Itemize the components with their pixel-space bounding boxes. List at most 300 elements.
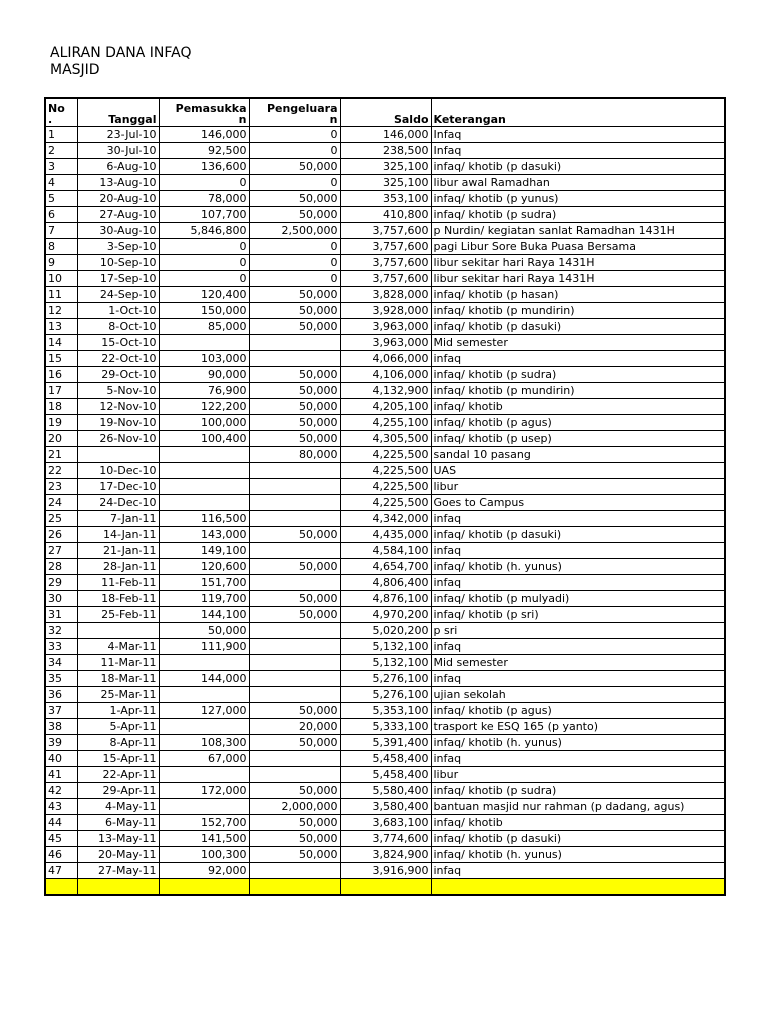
cell-saldo: 4,225,500 bbox=[340, 479, 431, 495]
cell-pemasukkan bbox=[159, 447, 249, 463]
cell-tanggal: 26-Nov-10 bbox=[77, 431, 159, 447]
cell-keterangan: libur bbox=[431, 767, 725, 783]
cell-tanggal: 6-May-11 bbox=[77, 815, 159, 831]
table-row bbox=[45, 751, 725, 767]
cell-saldo: 5,132,100 bbox=[340, 639, 431, 655]
cell-pemasukkan: 122,200 bbox=[159, 399, 249, 415]
cell-pengeluaran: 50,000 bbox=[249, 319, 340, 335]
cell-tanggal: 20-May-11 bbox=[77, 847, 159, 863]
cell-saldo: 4,255,100 bbox=[340, 415, 431, 431]
cell-pemasukkan bbox=[159, 687, 249, 703]
cell-tanggal: 8-Apr-11 bbox=[77, 735, 159, 751]
cell-pengeluaran bbox=[249, 335, 340, 351]
cell-tanggal: 3-Sep-10 bbox=[77, 239, 159, 255]
cell-no: 34 bbox=[45, 655, 77, 671]
cell-pengeluaran: 50,000 bbox=[249, 591, 340, 607]
cell-no: 42 bbox=[45, 783, 77, 799]
cell-no: 44 bbox=[45, 815, 77, 831]
table-row bbox=[45, 847, 725, 863]
cell-no: 13 bbox=[45, 319, 77, 335]
document-title bbox=[50, 45, 192, 79]
empty-cell bbox=[159, 879, 249, 896]
cell-no: 33 bbox=[45, 639, 77, 655]
cell-pemasukkan: 172,000 bbox=[159, 783, 249, 799]
cell-no: 39 bbox=[45, 735, 77, 751]
cell-pengeluaran bbox=[249, 511, 340, 527]
table-row bbox=[45, 767, 725, 783]
cell-pemasukkan: 144,000 bbox=[159, 671, 249, 687]
cell-pemasukkan: 5,846,800 bbox=[159, 223, 249, 239]
cell-pengeluaran: 50,000 bbox=[249, 783, 340, 799]
empty-cell bbox=[45, 879, 77, 896]
cell-no: 36 bbox=[45, 687, 77, 703]
cell-saldo: 5,020,200 bbox=[340, 623, 431, 639]
cell-keterangan: infaq/ khotib (p sri) bbox=[431, 607, 725, 623]
table-row bbox=[45, 863, 725, 879]
table-row bbox=[45, 143, 725, 159]
cell-pengeluaran: 50,000 bbox=[249, 735, 340, 751]
cell-pengeluaran: 50,000 bbox=[249, 383, 340, 399]
cell-saldo: 4,225,500 bbox=[340, 495, 431, 511]
cell-pengeluaran bbox=[249, 623, 340, 639]
cell-pemasukkan: 67,000 bbox=[159, 751, 249, 767]
table-row bbox=[45, 495, 725, 511]
cell-tanggal: 22-Apr-11 bbox=[77, 767, 159, 783]
cell-pemasukkan: 150,000 bbox=[159, 303, 249, 319]
table-row bbox=[45, 319, 725, 335]
cell-tanggal bbox=[77, 447, 159, 463]
cell-saldo: 3,757,600 bbox=[340, 271, 431, 287]
cell-saldo: 3,963,000 bbox=[340, 335, 431, 351]
cell-saldo: 5,458,400 bbox=[340, 767, 431, 783]
cell-tanggal: 6-Aug-10 bbox=[77, 159, 159, 175]
cell-keterangan: Infaq bbox=[431, 143, 725, 159]
cell-saldo: 325,100 bbox=[340, 159, 431, 175]
table-row bbox=[45, 287, 725, 303]
cell-no: 11 bbox=[45, 287, 77, 303]
cell-no: 24 bbox=[45, 495, 77, 511]
cell-pemasukkan: 78,000 bbox=[159, 191, 249, 207]
cell-keterangan: infaq bbox=[431, 351, 725, 367]
cell-pemasukkan bbox=[159, 655, 249, 671]
cell-keterangan: infaq/ khotib (p agus) bbox=[431, 703, 725, 719]
cell-tanggal: 15-Oct-10 bbox=[77, 335, 159, 351]
cell-pemasukkan: 120,400 bbox=[159, 287, 249, 303]
cell-saldo: 4,305,500 bbox=[340, 431, 431, 447]
cell-pemasukkan: 0 bbox=[159, 175, 249, 191]
cell-pengeluaran: 50,000 bbox=[249, 287, 340, 303]
cell-tanggal: 12-Nov-10 bbox=[77, 399, 159, 415]
table-row bbox=[45, 607, 725, 623]
cell-tanggal: 21-Jan-11 bbox=[77, 543, 159, 559]
cell-pengeluaran bbox=[249, 495, 340, 511]
cell-no: 31 bbox=[45, 607, 77, 623]
cell-pemasukkan: 90,000 bbox=[159, 367, 249, 383]
cell-no: 45 bbox=[45, 831, 77, 847]
cell-tanggal: 4-May-11 bbox=[77, 799, 159, 815]
cell-tanggal: 11-Mar-11 bbox=[77, 655, 159, 671]
highlighted-empty-row bbox=[45, 879, 725, 896]
cell-pengeluaran bbox=[249, 543, 340, 559]
cell-saldo: 4,654,700 bbox=[340, 559, 431, 575]
cell-no: 28 bbox=[45, 559, 77, 575]
cell-pengeluaran: 50,000 bbox=[249, 367, 340, 383]
cell-pemasukkan: 146,000 bbox=[159, 127, 249, 143]
cell-keterangan: infaq/ khotib (p dasuki) bbox=[431, 319, 725, 335]
cell-no: 41 bbox=[45, 767, 77, 783]
cell-pengeluaran: 50,000 bbox=[249, 847, 340, 863]
cell-keterangan: UAS bbox=[431, 463, 725, 479]
cell-saldo: 3,683,100 bbox=[340, 815, 431, 831]
cell-saldo: 4,970,200 bbox=[340, 607, 431, 623]
empty-cell bbox=[249, 879, 340, 896]
cell-saldo: 4,066,000 bbox=[340, 351, 431, 367]
cell-keterangan: infaq bbox=[431, 575, 725, 591]
table-row bbox=[45, 399, 725, 415]
cell-saldo: 238,500 bbox=[340, 143, 431, 159]
cell-tanggal: 18-Feb-11 bbox=[77, 591, 159, 607]
table-row bbox=[45, 175, 725, 191]
cell-tanggal: 20-Aug-10 bbox=[77, 191, 159, 207]
cell-keterangan: infaq/ khotib (p agus) bbox=[431, 415, 725, 431]
cell-pengeluaran: 50,000 bbox=[249, 703, 340, 719]
cell-pengeluaran: 50,000 bbox=[249, 159, 340, 175]
title-line-1: ALIRAN DANA INFAQ bbox=[50, 45, 192, 61]
cell-keterangan: libur bbox=[431, 479, 725, 495]
cell-saldo: 4,876,100 bbox=[340, 591, 431, 607]
cell-saldo: 4,806,400 bbox=[340, 575, 431, 591]
cell-pemasukkan: 151,700 bbox=[159, 575, 249, 591]
cell-pengeluaran: 2,500,000 bbox=[249, 223, 340, 239]
cell-saldo: 3,757,600 bbox=[340, 239, 431, 255]
header-pemasukkan bbox=[159, 98, 249, 127]
cell-pemasukkan: 119,700 bbox=[159, 591, 249, 607]
cell-tanggal: 17-Dec-10 bbox=[77, 479, 159, 495]
table-row bbox=[45, 335, 725, 351]
cell-pemasukkan: 152,700 bbox=[159, 815, 249, 831]
cell-pemasukkan: 76,900 bbox=[159, 383, 249, 399]
cell-keterangan: infaq bbox=[431, 639, 725, 655]
cell-pengeluaran bbox=[249, 575, 340, 591]
cell-keterangan: infaq/ khotib (p mundirin) bbox=[431, 303, 725, 319]
cell-pengeluaran: 0 bbox=[249, 143, 340, 159]
cell-saldo: 3,774,600 bbox=[340, 831, 431, 847]
ledger-table bbox=[44, 97, 726, 896]
cell-pengeluaran: 0 bbox=[249, 127, 340, 143]
cell-pengeluaran: 0 bbox=[249, 255, 340, 271]
table-row bbox=[45, 447, 725, 463]
cell-pengeluaran: 50,000 bbox=[249, 815, 340, 831]
table-row bbox=[45, 415, 725, 431]
cell-no: 5 bbox=[45, 191, 77, 207]
cell-no: 17 bbox=[45, 383, 77, 399]
table-row bbox=[45, 559, 725, 575]
cell-tanggal: 17-Sep-10 bbox=[77, 271, 159, 287]
cell-saldo: 4,205,100 bbox=[340, 399, 431, 415]
cell-tanggal: 11-Feb-11 bbox=[77, 575, 159, 591]
cell-no: 46 bbox=[45, 847, 77, 863]
table-row bbox=[45, 271, 725, 287]
cell-pengeluaran: 2,000,000 bbox=[249, 799, 340, 815]
cell-no: 8 bbox=[45, 239, 77, 255]
header-pemasukkan-text: Pemasukka n bbox=[175, 102, 247, 126]
cell-saldo: 146,000 bbox=[340, 127, 431, 143]
cell-pemasukkan bbox=[159, 335, 249, 351]
cell-saldo: 4,584,100 bbox=[340, 543, 431, 559]
cell-pemasukkan: 100,300 bbox=[159, 847, 249, 863]
cell-pengeluaran: 50,000 bbox=[249, 191, 340, 207]
title-line-2: MASJID bbox=[50, 62, 100, 78]
cell-pengeluaran: 0 bbox=[249, 175, 340, 191]
cell-no: 43 bbox=[45, 799, 77, 815]
cell-no: 15 bbox=[45, 351, 77, 367]
table-row bbox=[45, 639, 725, 655]
cell-pengeluaran: 50,000 bbox=[249, 831, 340, 847]
cell-saldo: 3,580,400 bbox=[340, 799, 431, 815]
cell-keterangan: bantuan masjid nur rahman (p dadang, agus) bbox=[431, 799, 725, 815]
cell-keterangan: libur sekitar hari Raya 1431H bbox=[431, 255, 725, 271]
cell-no: 4 bbox=[45, 175, 77, 191]
cell-pemasukkan: 0 bbox=[159, 255, 249, 271]
empty-cell bbox=[77, 879, 159, 896]
cell-pemasukkan bbox=[159, 719, 249, 735]
cell-pemasukkan: 100,400 bbox=[159, 431, 249, 447]
table-row bbox=[45, 735, 725, 751]
cell-tanggal: 22-Oct-10 bbox=[77, 351, 159, 367]
cell-no: 10 bbox=[45, 271, 77, 287]
cell-keterangan: infaq/ khotib (p dasuki) bbox=[431, 527, 725, 543]
cell-pemasukkan: 111,900 bbox=[159, 639, 249, 655]
cell-saldo: 410,800 bbox=[340, 207, 431, 223]
cell-tanggal: 5-Nov-10 bbox=[77, 383, 159, 399]
table-row bbox=[45, 303, 725, 319]
cell-keterangan: sandal 10 pasang bbox=[431, 447, 725, 463]
cell-pengeluaran bbox=[249, 751, 340, 767]
header-no-text: No . bbox=[48, 102, 65, 126]
cell-keterangan: infaq/ khotib (p sudra) bbox=[431, 367, 725, 383]
header-pengeluaran-text: Pengeluara n bbox=[266, 102, 338, 126]
ledger-body bbox=[45, 127, 725, 896]
cell-tanggal: 4-Mar-11 bbox=[77, 639, 159, 655]
cell-pemasukkan: 50,000 bbox=[159, 623, 249, 639]
cell-tanggal: 30-Jul-10 bbox=[77, 143, 159, 159]
cell-saldo: 4,225,500 bbox=[340, 447, 431, 463]
cell-pengeluaran: 50,000 bbox=[249, 607, 340, 623]
cell-no: 19 bbox=[45, 415, 77, 431]
table-row bbox=[45, 575, 725, 591]
table-row bbox=[45, 511, 725, 527]
cell-keterangan: infaq bbox=[431, 671, 725, 687]
table-row bbox=[45, 719, 725, 735]
table-row bbox=[45, 127, 725, 143]
cell-keterangan: infaq/ khotib (p sudra) bbox=[431, 207, 725, 223]
table-row bbox=[45, 815, 725, 831]
cell-keterangan: libur sekitar hari Raya 1431H bbox=[431, 271, 725, 287]
cell-tanggal: 1-Oct-10 bbox=[77, 303, 159, 319]
cell-pengeluaran: 50,000 bbox=[249, 399, 340, 415]
cell-pemasukkan: 141,500 bbox=[159, 831, 249, 847]
cell-pemasukkan bbox=[159, 479, 249, 495]
cell-pengeluaran bbox=[249, 463, 340, 479]
cell-no: 35 bbox=[45, 671, 77, 687]
cell-no: 30 bbox=[45, 591, 77, 607]
cell-saldo: 5,132,100 bbox=[340, 655, 431, 671]
table-row bbox=[45, 383, 725, 399]
cell-no: 47 bbox=[45, 863, 77, 879]
empty-cell bbox=[340, 879, 431, 896]
cell-keterangan: Infaq bbox=[431, 127, 725, 143]
table-row bbox=[45, 351, 725, 367]
cell-saldo: 4,342,000 bbox=[340, 511, 431, 527]
cell-pengeluaran: 0 bbox=[249, 271, 340, 287]
table-row bbox=[45, 591, 725, 607]
cell-keterangan: infaq/ khotib (h. yunus) bbox=[431, 735, 725, 751]
header-pengeluaran bbox=[249, 98, 340, 127]
cell-keterangan: infaq/ khotib (p usep) bbox=[431, 431, 725, 447]
cell-tanggal: 1-Apr-11 bbox=[77, 703, 159, 719]
table-row bbox=[45, 783, 725, 799]
cell-keterangan: trasport ke ESQ 165 (p yanto) bbox=[431, 719, 725, 735]
table-row bbox=[45, 703, 725, 719]
cell-keterangan: infaq/ khotib (p mundirin) bbox=[431, 383, 725, 399]
cell-pemasukkan: 92,000 bbox=[159, 863, 249, 879]
cell-saldo: 3,828,000 bbox=[340, 287, 431, 303]
cell-no: 32 bbox=[45, 623, 77, 639]
cell-tanggal: 27-Aug-10 bbox=[77, 207, 159, 223]
cell-pemasukkan: 107,700 bbox=[159, 207, 249, 223]
cell-keterangan: infaq bbox=[431, 511, 725, 527]
cell-tanggal: 28-Jan-11 bbox=[77, 559, 159, 575]
cell-no: 21 bbox=[45, 447, 77, 463]
cell-pengeluaran: 50,000 bbox=[249, 527, 340, 543]
table-row bbox=[45, 463, 725, 479]
cell-pengeluaran bbox=[249, 671, 340, 687]
cell-pengeluaran: 50,000 bbox=[249, 415, 340, 431]
cell-no: 25 bbox=[45, 511, 77, 527]
cell-tanggal: 5-Apr-11 bbox=[77, 719, 159, 735]
cell-pemasukkan: 136,600 bbox=[159, 159, 249, 175]
table-row bbox=[45, 687, 725, 703]
cell-keterangan: p Nurdin/ kegiatan sanlat Ramadhan 1431H bbox=[431, 223, 725, 239]
cell-tanggal bbox=[77, 623, 159, 639]
cell-saldo: 5,353,100 bbox=[340, 703, 431, 719]
cell-keterangan: infaq bbox=[431, 751, 725, 767]
cell-keterangan: infaq/ khotib (p dasuki) bbox=[431, 159, 725, 175]
cell-pemasukkan bbox=[159, 767, 249, 783]
cell-pemasukkan bbox=[159, 463, 249, 479]
cell-tanggal: 18-Mar-11 bbox=[77, 671, 159, 687]
cell-saldo: 5,276,100 bbox=[340, 687, 431, 703]
cell-tanggal: 8-Oct-10 bbox=[77, 319, 159, 335]
cell-tanggal: 27-May-11 bbox=[77, 863, 159, 879]
cell-keterangan: libur awal Ramadhan bbox=[431, 175, 725, 191]
header-tanggal: Tanggal bbox=[77, 98, 159, 127]
cell-keterangan: infaq/ khotib (p sudra) bbox=[431, 783, 725, 799]
cell-no: 7 bbox=[45, 223, 77, 239]
cell-pengeluaran: 50,000 bbox=[249, 431, 340, 447]
cell-no: 27 bbox=[45, 543, 77, 559]
cell-saldo: 3,928,000 bbox=[340, 303, 431, 319]
cell-pengeluaran: 20,000 bbox=[249, 719, 340, 735]
cell-no: 26 bbox=[45, 527, 77, 543]
cell-saldo: 353,100 bbox=[340, 191, 431, 207]
header-row bbox=[45, 98, 725, 127]
cell-pemasukkan: 116,500 bbox=[159, 511, 249, 527]
cell-saldo: 325,100 bbox=[340, 175, 431, 191]
cell-keterangan: infaq bbox=[431, 543, 725, 559]
cell-tanggal: 10-Dec-10 bbox=[77, 463, 159, 479]
cell-saldo: 5,458,400 bbox=[340, 751, 431, 767]
cell-pengeluaran bbox=[249, 863, 340, 879]
header-keterangan: Keterangan bbox=[431, 98, 725, 127]
cell-pemasukkan: 0 bbox=[159, 271, 249, 287]
cell-pengeluaran bbox=[249, 687, 340, 703]
cell-no: 18 bbox=[45, 399, 77, 415]
cell-saldo: 3,916,900 bbox=[340, 863, 431, 879]
table-row bbox=[45, 543, 725, 559]
cell-saldo: 3,757,600 bbox=[340, 255, 431, 271]
cell-keterangan: Mid semester bbox=[431, 655, 725, 671]
cell-no: 38 bbox=[45, 719, 77, 735]
cell-saldo: 3,757,600 bbox=[340, 223, 431, 239]
cell-tanggal: 15-Apr-11 bbox=[77, 751, 159, 767]
cell-tanggal: 29-Oct-10 bbox=[77, 367, 159, 383]
cell-no: 1 bbox=[45, 127, 77, 143]
header-saldo: Saldo bbox=[340, 98, 431, 127]
cell-tanggal: 14-Jan-11 bbox=[77, 527, 159, 543]
cell-keterangan: Mid semester bbox=[431, 335, 725, 351]
cell-tanggal: 19-Nov-10 bbox=[77, 415, 159, 431]
table-row bbox=[45, 479, 725, 495]
cell-tanggal: 29-Apr-11 bbox=[77, 783, 159, 799]
cell-no: 20 bbox=[45, 431, 77, 447]
cell-pemasukkan: 0 bbox=[159, 239, 249, 255]
cell-pemasukkan bbox=[159, 495, 249, 511]
cell-pemasukkan: 127,000 bbox=[159, 703, 249, 719]
cell-keterangan: ujian sekolah bbox=[431, 687, 725, 703]
cell-keterangan: p sri bbox=[431, 623, 725, 639]
cell-keterangan: infaq/ khotib (p mulyadi) bbox=[431, 591, 725, 607]
cell-pemasukkan: 103,000 bbox=[159, 351, 249, 367]
cell-saldo: 5,580,400 bbox=[340, 783, 431, 799]
cell-saldo: 4,132,900 bbox=[340, 383, 431, 399]
cell-pemasukkan: 120,600 bbox=[159, 559, 249, 575]
table-row bbox=[45, 207, 725, 223]
cell-no: 16 bbox=[45, 367, 77, 383]
cell-keterangan: infaq/ khotib bbox=[431, 815, 725, 831]
cell-pengeluaran bbox=[249, 767, 340, 783]
table-row bbox=[45, 655, 725, 671]
table-row bbox=[45, 367, 725, 383]
cell-no: 29 bbox=[45, 575, 77, 591]
table-row bbox=[45, 255, 725, 271]
cell-tanggal: 23-Jul-10 bbox=[77, 127, 159, 143]
cell-pengeluaran bbox=[249, 479, 340, 495]
cell-pemasukkan: 108,300 bbox=[159, 735, 249, 751]
cell-pemasukkan: 149,100 bbox=[159, 543, 249, 559]
cell-no: 2 bbox=[45, 143, 77, 159]
cell-no: 40 bbox=[45, 751, 77, 767]
cell-tanggal: 25-Feb-11 bbox=[77, 607, 159, 623]
cell-keterangan: infaq/ khotib (p hasan) bbox=[431, 287, 725, 303]
cell-tanggal: 13-May-11 bbox=[77, 831, 159, 847]
cell-pengeluaran: 50,000 bbox=[249, 559, 340, 575]
cell-keterangan: infaq/ khotib (h. yunus) bbox=[431, 559, 725, 575]
table-row bbox=[45, 799, 725, 815]
empty-cell bbox=[431, 879, 725, 896]
cell-tanggal: 7-Jan-11 bbox=[77, 511, 159, 527]
cell-no: 3 bbox=[45, 159, 77, 175]
